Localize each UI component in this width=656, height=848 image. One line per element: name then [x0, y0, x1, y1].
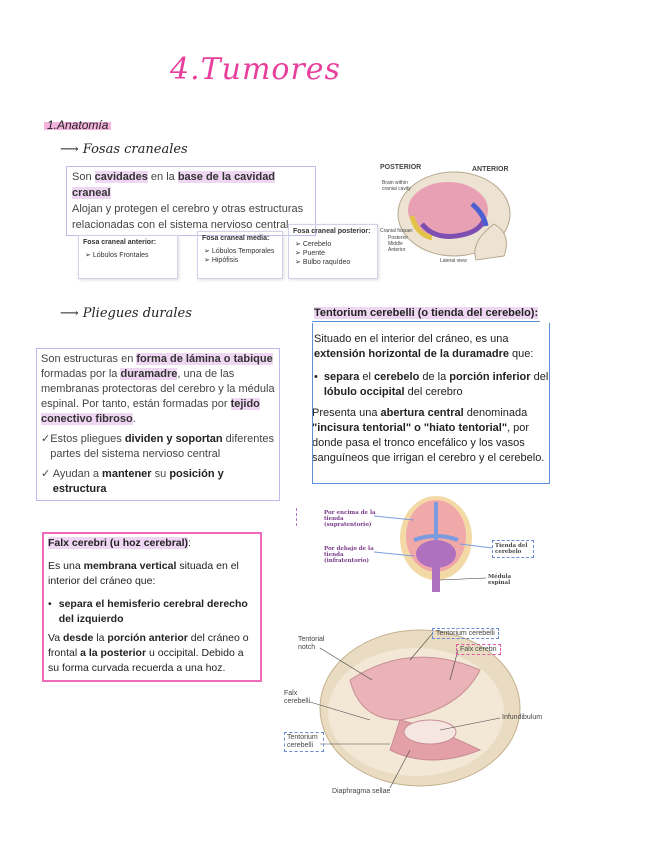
- arrow-icon: ⟶: [60, 306, 79, 321]
- fosa-media-card: [197, 231, 283, 279]
- fosas-definition-box: [66, 166, 316, 236]
- text: su: [151, 468, 170, 480]
- list-item: ➢ Cerebelo: [295, 241, 332, 248]
- list-item: [41, 467, 275, 497]
- bracket: [296, 508, 309, 526]
- section-anatomia: 1.Anatomía: [44, 118, 111, 132]
- text: Es una: [48, 560, 84, 572]
- item-text: Hipófisis: [211, 257, 239, 264]
- text: cavidades: [94, 171, 148, 183]
- skull-lateral-figure: [376, 164, 526, 274]
- page-title: 4.Tumores: [170, 52, 341, 87]
- list-item: [41, 432, 275, 462]
- text: Alojan y protegen el cerebro y otras estructuras relacionadas con el sistema nervioso central: [72, 203, 304, 231]
- check-icon: ✓: [41, 468, 51, 480]
- label-diaphragma-sellae: Diaphragma sellae: [332, 788, 391, 795]
- label-tentorium-cerebelli-2: Tentorium cerebelli: [284, 732, 324, 752]
- item-text: Cerebelo: [302, 241, 332, 248]
- text: porción inferior: [449, 371, 531, 383]
- text: "incisura tentorial" o "hiato tentorial": [312, 422, 508, 434]
- list-item: ➢ Lóbulos Frontales: [85, 252, 149, 259]
- item-text: Lóbulos Frontales: [92, 252, 149, 259]
- pliegues-definition-box: [36, 348, 280, 501]
- text: forma de lámina o tabique: [136, 353, 273, 365]
- text: cerebelo: [374, 371, 420, 383]
- pliegues-heading: [60, 306, 192, 321]
- text: Va: [48, 632, 63, 644]
- list-item: [48, 597, 256, 627]
- text: Presenta una: [312, 407, 381, 419]
- item-text: Puente: [302, 250, 325, 257]
- label-cranial-cavity: cranial cavity: [382, 186, 411, 192]
- label-fossa-posterior: Posterior: [388, 235, 409, 241]
- text: el: [359, 371, 375, 383]
- bullet-icon: •: [314, 371, 318, 383]
- label-falx-cerebelli: Falx cerebelli: [284, 690, 311, 705]
- fosas-heading-text: Fosas craneales: [82, 142, 188, 157]
- text: Situado en el interior del cráneo, es una: [314, 333, 509, 345]
- skull-sagittal-figure: [280, 620, 556, 800]
- text: en la: [147, 171, 178, 183]
- fosa-anterior-card: [78, 235, 178, 279]
- text: del cerebro: [404, 386, 463, 398]
- label-falx-cerebri: Falx cerebri: [456, 644, 501, 655]
- falx-title: [48, 536, 256, 551]
- label-brain-within: Brain within: [382, 180, 408, 186]
- text: separa: [323, 371, 360, 383]
- label-posterior: POSTERIOR: [380, 164, 422, 171]
- fosa-posterior-card: [288, 224, 378, 279]
- text: base de la cavidad craneal: [72, 171, 276, 199]
- label-infundibulum: Infundibulum: [502, 714, 543, 721]
- text: porción anterior: [107, 632, 188, 644]
- text: desde: [62, 632, 94, 644]
- label-infratentorio: Por debajo de la tienda (infratentorio): [324, 546, 374, 564]
- text: .: [132, 413, 136, 425]
- text: separa el hemisferio cerebral derecho del izquierdo: [58, 598, 248, 625]
- text: extensión horizontal de la duramadre: [314, 348, 509, 360]
- item-text: Lóbulos Temporales: [211, 248, 275, 255]
- text: dividen y soportan: [124, 433, 223, 445]
- check-icon: ✓: [41, 433, 51, 445]
- text: del: [530, 371, 549, 383]
- list-item: ➢ Hipófisis: [204, 257, 239, 264]
- text: situada en el interior del cráneo que:: [48, 560, 239, 587]
- text: membrana vertical: [83, 560, 177, 572]
- tentorium-frame: [312, 323, 550, 484]
- falx-box: [42, 532, 262, 682]
- text: del cráneo o frontal: [48, 632, 249, 659]
- text: Tentorium cerebelli (o tienda del cerebelo):: [314, 307, 539, 319]
- text: formadas por la: [41, 368, 121, 380]
- text: u occipital. Debido a su forma curvada recuerda a una hoz.: [48, 647, 244, 674]
- text: denominada: [463, 407, 528, 419]
- pliegues-heading-text: Pliegues durales: [82, 306, 192, 321]
- text: posición y estructura: [52, 468, 224, 495]
- text: :: [188, 537, 191, 549]
- text: , por donde pasa el tronco encefálico y los vasos sanguíneos que irrigan el cerebro y el cerebelo.: [312, 422, 545, 464]
- bullet-icon: •: [48, 598, 52, 610]
- text: lóbulo occipital: [323, 386, 405, 398]
- fosa-title: Fosa craneal media:: [202, 235, 270, 242]
- text: , una de las membranas protectoras del cerebro y la médula espinal. Por tanto, están formadas por: [41, 368, 275, 410]
- list-item: ➢ Lóbulos Temporales: [204, 248, 275, 255]
- tentorium-box: [312, 306, 550, 482]
- coronal-figure: [296, 494, 546, 594]
- label-supratentorio: Por encima de la tienda (supratentorio): [324, 510, 376, 528]
- text: Estos pliegues: [50, 433, 125, 445]
- text: Son estructuras en: [41, 353, 137, 365]
- label-tentorial-notch: Tentorial notch: [298, 636, 325, 651]
- label-lateral-view: Lateral view: [440, 258, 467, 264]
- item-text: Bulbo raquídeo: [302, 259, 351, 266]
- text: mantener: [102, 468, 152, 480]
- label-fossa-anterior: Anterior: [388, 247, 406, 253]
- label-tentorium-cerebelli: Tentorium cerebelli: [432, 628, 499, 639]
- text: Ayudan a: [52, 468, 103, 480]
- list-item: ➢ Puente: [295, 250, 325, 257]
- label-tienda: Tienda del cerebelo: [492, 540, 534, 558]
- text: Falx cerebri (u hoz cerebral): [48, 537, 189, 549]
- text: duramadre: [120, 368, 178, 380]
- text: que:: [509, 348, 534, 360]
- fosa-title: Fosa craneal posterior:: [293, 228, 371, 235]
- text: la: [93, 632, 108, 644]
- fosas-heading: [60, 142, 188, 157]
- label-anterior: ANTERIOR: [472, 166, 509, 173]
- tentorium-title: [312, 306, 540, 322]
- text: abertura central: [380, 407, 464, 419]
- label-fossa-middle: Middle: [388, 241, 403, 247]
- label-cranial-fossae: Cranial fossae:: [380, 228, 414, 234]
- text: Son: [72, 171, 95, 183]
- list-item: ➢ Bulbo raquídeo: [295, 259, 351, 266]
- text: diferentes partes del sistema nervioso central: [50, 433, 274, 460]
- fosa-title: Fosa craneal anterior:: [83, 239, 157, 246]
- text: a la posterior: [80, 647, 147, 659]
- arrow-icon: ⟶: [60, 142, 79, 157]
- text: tejido conectivo fibroso: [41, 398, 260, 425]
- label-medula: Médula espinal: [488, 574, 512, 586]
- text: de la: [419, 371, 450, 383]
